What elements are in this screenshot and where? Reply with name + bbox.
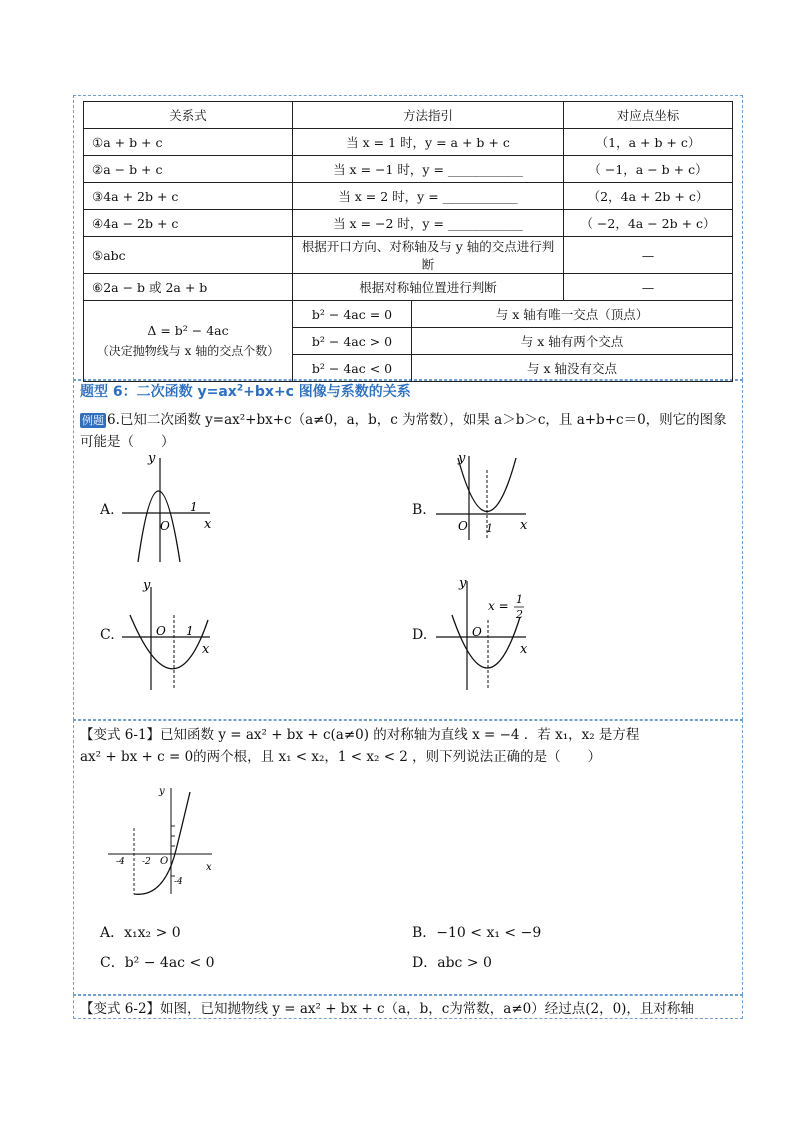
table-row: [84, 183, 733, 210]
table-cell: b² − 4ac = 0: [293, 301, 412, 328]
tick-label-m2: -2: [142, 857, 151, 867]
tick-label-m4: -4: [116, 857, 125, 867]
example-line2: 可能是（ ）: [80, 434, 175, 450]
table-row: [84, 237, 733, 274]
section-title: [80, 381, 411, 401]
table-row: [84, 274, 733, 301]
one-label: 1: [486, 522, 493, 535]
table-header-cell: 对应点坐标: [564, 102, 733, 129]
table-cell: 与 x 轴有两个交点: [412, 328, 733, 355]
graph-c: [118, 575, 218, 695]
table-cell: 与 x 轴有唯一交点（顶点）: [412, 301, 733, 328]
table-row: [84, 210, 733, 237]
half-den: 2: [516, 608, 523, 621]
table-cell: （ −2，4a − 2b + c）: [564, 210, 733, 237]
variant2-question: [80, 998, 694, 1020]
variant1-option-c[interactable]: C．b² − 4ac < 0: [100, 955, 215, 971]
axis-eq-label: x =: [488, 599, 509, 613]
variant1-option-d[interactable]: D．abc > 0: [412, 955, 492, 971]
table-header-cell: 关系式: [84, 102, 293, 129]
table-cell: ④4a − 2b + c: [84, 210, 293, 237]
origin-label: O: [458, 519, 468, 533]
table-cell: 当 x = −1 时，y = ____________: [293, 156, 564, 183]
table-cell: ⑤abc: [84, 237, 293, 274]
origin-label: O: [160, 519, 170, 533]
delta-label: Δ = b² − 4ac: [147, 323, 229, 338]
table-cell: 当 x = 2 时，y = ____________: [293, 183, 564, 210]
origin-label: O: [156, 624, 166, 638]
coefficient-reference-table: [83, 101, 733, 382]
variant1-line1: 【变式 6-1】已知函数 y = ax² + bx + c(a≠0) 的对称轴为直线 x = −4 ．若 x₁，x₂ 是方程: [80, 727, 640, 743]
table-header-row: [84, 102, 733, 129]
table-row: [84, 301, 733, 328]
one-label: 1: [186, 624, 194, 638]
section-title-pre: 题型 6：二次函数 y=ax: [80, 384, 237, 400]
half-num: 1: [516, 593, 523, 606]
x-label: x: [520, 518, 528, 533]
parabola-curve: [130, 615, 208, 669]
example-badge: 例题: [82, 414, 104, 427]
option-d-label[interactable]: D.: [412, 627, 428, 643]
parabola-curve: [452, 615, 520, 668]
graph-a: [118, 450, 218, 565]
variant1-option-b[interactable]: B．−10 < x₁ < −9: [412, 925, 542, 941]
table-cell: 当 x = 1 时，y = a + b + c: [293, 129, 564, 156]
one-label: 1: [190, 500, 198, 514]
delta-cell: [84, 301, 293, 382]
table-header-cell: 方法指引: [293, 102, 564, 129]
y-label: y: [459, 576, 467, 591]
table-cell: b² − 4ac < 0: [293, 355, 412, 382]
variant1-option-a[interactable]: A．x₁x₂ > 0: [100, 925, 181, 941]
parabola-curve: [458, 458, 516, 512]
y-label: y: [148, 451, 156, 466]
option-b-label[interactable]: B.: [412, 502, 427, 518]
parabola-curve: [138, 491, 180, 562]
x-label: x: [206, 862, 212, 873]
example-question: [80, 409, 727, 453]
section-title-post: +bx+c 图像与系数的关系: [243, 384, 411, 400]
x-label: x: [202, 642, 210, 657]
origin-label: O: [472, 625, 482, 639]
y-label: y: [143, 578, 151, 593]
option-a-label[interactable]: A.: [100, 502, 115, 518]
delta-note: （决定抛物线与 x 轴的交点个数）: [96, 344, 280, 358]
x-label: x: [520, 642, 528, 657]
graph-b: [434, 450, 539, 545]
example-line1: 6.已知二次函数 y=ax²+bx+c（a≠0，a，b，c 为常数），如果 a＞b＞c，且 a+b+c＝0，则它的图象: [107, 412, 727, 428]
table-cell: 根据对称轴位置进行判断: [293, 274, 564, 301]
option-c-label[interactable]: C.: [100, 627, 115, 643]
variant1-line2: ax² + bx + c = 0的两个根，且 x₁ < x₂，1 < x₂ < 2 ，则下列说法正确的是（ ）: [80, 749, 602, 765]
table-cell: （2，4a + 2b + c）: [564, 183, 733, 210]
variant1-question: [80, 724, 639, 768]
table-cell: ②a − b + c: [84, 156, 293, 183]
variant2-line1: 【变式 6-2】如图，已知抛物线 y = ax² + bx + c（a，b，c为常数，a≠0）经过点(2，0)，且对称轴: [80, 1001, 694, 1017]
table-cell: ③4a + 2b + c: [84, 183, 293, 210]
y-label: y: [159, 786, 165, 797]
variant1-graph: [104, 778, 216, 898]
table-cell: （1，a + b + c）: [564, 129, 733, 156]
table-cell: ⑥2a − b 或 2a + b: [84, 274, 293, 301]
y-label: y: [458, 451, 466, 466]
table-cell: —: [564, 237, 733, 274]
table-cell: 当 x = −2 时，y = ____________: [293, 210, 564, 237]
table-cell: 与 x 轴没有交点: [412, 355, 733, 382]
table-cell: （ −1，a − b + c）: [564, 156, 733, 183]
table-row: [84, 156, 733, 183]
table-row: [84, 129, 733, 156]
table-cell: ①a + b + c: [84, 129, 293, 156]
table-cell: —: [564, 274, 733, 301]
table-cell: 根据开口方向、对称轴及与 y 轴的交点进行判断: [293, 237, 564, 274]
tick-label-m4y: -4: [174, 877, 183, 887]
x-label: x: [204, 517, 212, 532]
origin-label: O: [160, 856, 169, 867]
table-cell: b² − 4ac > 0: [293, 328, 412, 355]
section-title-sup: 2: [236, 383, 244, 394]
graph-d: [434, 575, 539, 695]
